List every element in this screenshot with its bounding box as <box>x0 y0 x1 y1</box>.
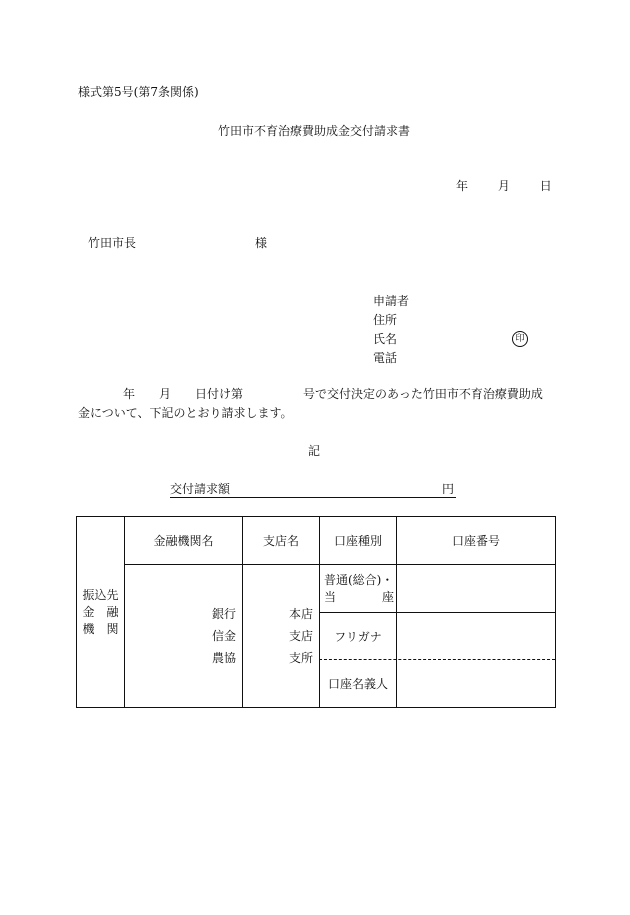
bank-table <box>76 516 556 708</box>
institution-cell[interactable] <box>125 565 242 707</box>
header-branch <box>243 517 319 564</box>
date-line <box>456 179 552 193</box>
addressee-honorific: 様 <box>255 236 268 250</box>
account-type-line1: 普通(総合)・ <box>324 572 394 587</box>
side-label-cell <box>77 517 124 707</box>
account-type-touza-1: 当 <box>324 589 337 604</box>
applicant-address-label: 住所 <box>373 313 398 327</box>
document-title: 竹田市不育治療費助成金交付請求書 <box>218 124 411 138</box>
institution-type-bank: 銀行 <box>211 607 236 621</box>
account-number-field[interactable] <box>397 565 555 612</box>
amount-unit: 円 <box>441 482 454 496</box>
institution-type-nokyo: 農協 <box>211 651 236 665</box>
applicant-name-label: 氏名 <box>373 332 398 346</box>
header-account-number <box>397 517 555 564</box>
body-text-line2: 金について、下記のとおり請求します。 <box>78 406 293 420</box>
furigana-label: フリガナ <box>334 629 382 644</box>
institution-type-shinkin: 信金 <box>211 629 236 643</box>
header-institution <box>125 517 242 564</box>
header-account-type-label: 口座種別 <box>333 534 382 548</box>
side-label-line: 金 融 <box>82 604 119 619</box>
account-holder-field[interactable] <box>397 660 555 707</box>
addressee-name: 竹田市長 <box>88 236 137 250</box>
amount-label: 交付請求額 <box>170 482 231 496</box>
furigana-label-cell <box>320 613 396 659</box>
header-institution-label: 金融機関名 <box>153 534 214 548</box>
date-day: 日 <box>539 179 552 193</box>
branch-type-branch: 支店 <box>288 629 313 643</box>
applicant-label: 申請者 <box>373 294 410 308</box>
account-type-options[interactable] <box>320 565 396 612</box>
form-number: 様式第5号(第7条関係) <box>78 85 199 99</box>
furigana-field[interactable] <box>397 613 555 659</box>
header-account-type <box>320 517 396 564</box>
body-text-line1: 年 月 日付け第 号で交付決定のあった竹田市不育治療費助成 <box>123 387 543 401</box>
account-holder-label: 口座名義人 <box>327 677 388 691</box>
side-label-line: 振込先 <box>82 587 119 602</box>
addressee <box>88 236 268 250</box>
ki-heading: 記 <box>308 444 321 458</box>
branch-cell[interactable] <box>243 565 319 707</box>
date-month: 月 <box>497 179 510 193</box>
side-label-line: 機 関 <box>82 621 119 636</box>
amount-line <box>170 482 456 498</box>
seal-mark: 印 <box>512 331 528 347</box>
account-holder-label-cell <box>320 660 396 707</box>
header-branch-label: 支店名 <box>262 534 299 548</box>
account-type-line2 <box>324 589 394 606</box>
applicant-phone-label: 電話 <box>373 351 398 365</box>
branch-type-office: 支所 <box>288 651 313 665</box>
date-year: 年 <box>456 179 469 193</box>
header-account-number-label: 口座番号 <box>451 534 500 548</box>
account-type-touza-2: 座 <box>381 589 394 604</box>
branch-type-main: 本店 <box>288 607 313 621</box>
applicant-block <box>373 292 409 368</box>
